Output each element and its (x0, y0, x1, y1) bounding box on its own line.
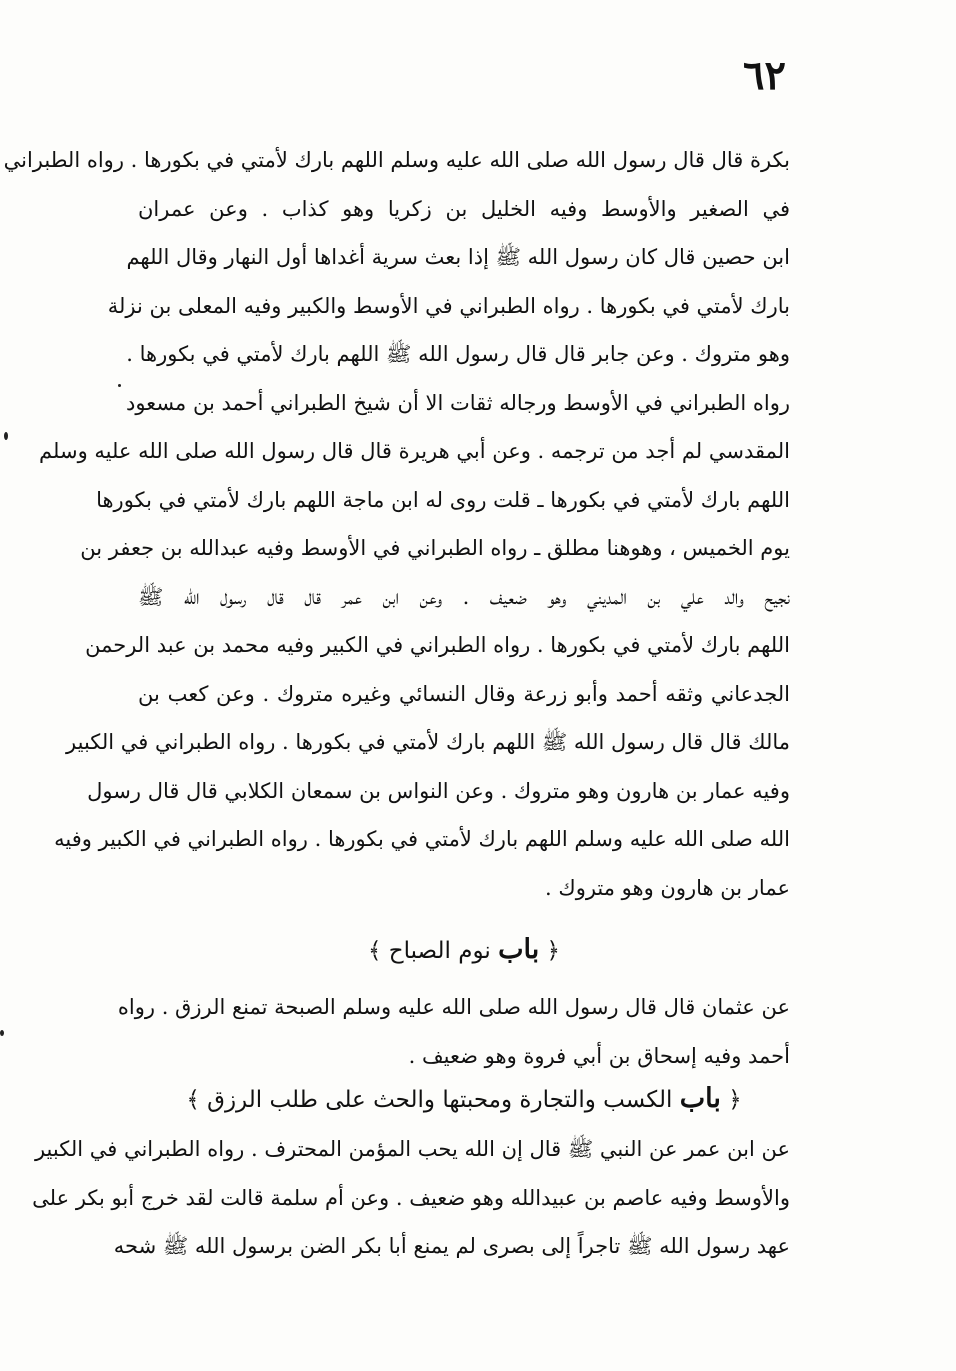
scan-speck (0, 1030, 4, 1036)
heading-bracket-close: ﴾ (186, 1087, 200, 1113)
text-line: يوم الخميس ، وهوهنا مطلق ـ رواه الطبراني في الأوسط وفيه عبدالله بن جعفر بن (80, 536, 790, 560)
text-line: ابن حصين قال كان رسول الله ﷺ إذا بعث سرية أغداها أول النهار وقال اللهم (126, 245, 790, 269)
heading-title: نوم الصباح (388, 938, 491, 964)
heading-bracket-close: ﴾ (367, 938, 382, 964)
text-line: اللهم بارك لأمتي في بكورها . رواه الطبراني في الكبير وفيه محمد بن عبد الرحمن (85, 633, 790, 657)
scan-speck (4, 432, 8, 440)
text-line: نجيح والد علي بن المديني وهو ضعيف . وعن ابن عمر قال قال رسول الله ﷺ (138, 584, 790, 609)
body-text-section-3 (32, 1125, 790, 1271)
text-line: وهو متروك . وعن جابر قال قال رسول الله ﷺ اللهم بارك لأمتي في بكورها . (126, 342, 790, 366)
chapter-heading-morning-sleep (138, 928, 790, 973)
text-line: بارك لأمتي في بكورها . رواه الطبراني في الأوسط والكبير وفيه المعلى بن نزلة (107, 293, 790, 318)
text-line: عهد رسول الله ﷺ تاجراً إلى بصرى لم يمنع أبا بكر الضن برسول الله ﷺ شحه (113, 1234, 790, 1258)
text-line: بكرة قال قال رسول الله صلى الله عليه وسلم اللهم بارك لأمتي في بكورها . رواه الطبراني (3, 148, 790, 172)
chapter-heading-earning-trade (138, 1077, 790, 1122)
body-text-section-1 (3, 136, 790, 912)
text-line: في الصغير والأوسط وفيه الخليل بن زكريا وهو كذاب . وعن عمران (138, 196, 790, 221)
text-line: الجدعاني وثقه أحمد وأبو زرعة وقال النسائي وغيره متروك . وعن كعب بن (138, 681, 790, 706)
heading-bab-word: باب (679, 1083, 721, 1114)
text-line: الله صلى الله عليه وسلم اللهم بارك لأمتي في بكورها . رواه الطبراني في الكبير وفيه (54, 827, 790, 851)
text-line: أحمد وفيه إسحاق بن أبي فروة وهو ضعيف . (408, 1043, 790, 1068)
text-line: اللهم بارك لأمتي في بكورها ـ قلت روى له ابن ماجة اللهم بارك لأمتي في بكورها (96, 487, 790, 512)
heading-bab-word: باب (498, 934, 540, 965)
scan-speck (118, 384, 121, 387)
text-line: عن عثمان قال قال رسول الله صلى الله عليه وسلم الصبحة تمنع الرزق . رواه (117, 995, 790, 1019)
text-line: رواه الطبراني في الأوسط ورجاله ثقات الا أن شيخ الطبراني أحمد بن مسعود (125, 390, 790, 415)
text-line: وفيه عمار بن هارون وهو متروك . وعن النواس بن سمعان الكلابي قال قال رسول (87, 778, 790, 803)
page-number: ٦٢ (743, 52, 786, 99)
heading-bracket-open: ﴿ (728, 1087, 742, 1113)
heading-title: الكسب والتجارة ومحبتها والحث على طلب الرزق (207, 1087, 673, 1113)
heading-bracket-open: ﴿ (546, 938, 561, 964)
text-line: عن ابن عمر عن النبي ﷺ قال إن الله يحب المؤمن المحترف . رواه الطبراني في الكبير (34, 1137, 790, 1161)
text-line: المقدسي لم أجد من ترجمه . وعن أبي هريرة قال قال رسول الله صلى الله عليه وسلم (39, 439, 790, 463)
text-line: مالك قال قال رسول الله ﷺ اللهم بارك لأمتي في بكورها . رواه الطبراني في الكبير (66, 730, 790, 754)
text-line: والأوسط وفيه عاصم بن عبيدالله وهو ضعيف . وعن أم سلمة قالت لقد خرج أبو بكر على (32, 1185, 790, 1210)
body-text-section-2 (117, 983, 790, 1080)
text-line: عمار بن هارون وهو متروك . (545, 875, 790, 900)
